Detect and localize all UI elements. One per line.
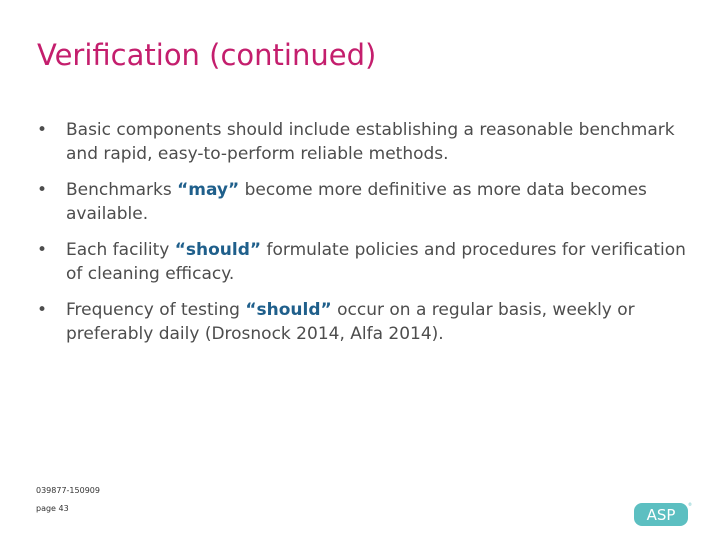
bullet-text: Basic components should include establishing a reasonable benchmark and rapid, easy-to-perform reliable methods.: [66, 120, 675, 164]
emphasis-text: “should”: [174, 240, 262, 260]
bullet-marker: •: [37, 180, 48, 200]
bullet-item: [35, 238, 695, 286]
bullet-text: become more definitive as more data becomes available.: [66, 180, 647, 224]
slide-title: Verification (continued): [37, 38, 377, 72]
logo-text: ASP: [646, 506, 676, 524]
page-number: page 43: [36, 504, 69, 513]
bullet-text: occur on a regular basis, weekly or preferably daily (Drosnock 2014, Alfa 2014).: [66, 300, 635, 344]
bullet-item: [35, 178, 695, 226]
bullet-text: Benchmarks: [66, 180, 178, 200]
emphasis-text: “should”: [245, 300, 332, 320]
bullet-marker: •: [37, 120, 48, 140]
bullet-text: Frequency of testing: [66, 300, 246, 320]
bullet-text: Each facility: [66, 240, 175, 260]
bullet-list: [35, 118, 695, 358]
asp-logo: [633, 500, 693, 528]
emphasis-text: “may”: [177, 180, 240, 200]
bullet-item: [35, 118, 695, 166]
bullet-marker: •: [37, 240, 48, 260]
bullet-item: [35, 298, 695, 346]
bullet-text: formulate policies and procedures for verification of cleaning efficacy.: [66, 240, 686, 284]
bullet-marker: •: [37, 300, 48, 320]
document-code: 039877-150909: [36, 486, 100, 495]
logo-trademark: ®: [688, 502, 692, 507]
